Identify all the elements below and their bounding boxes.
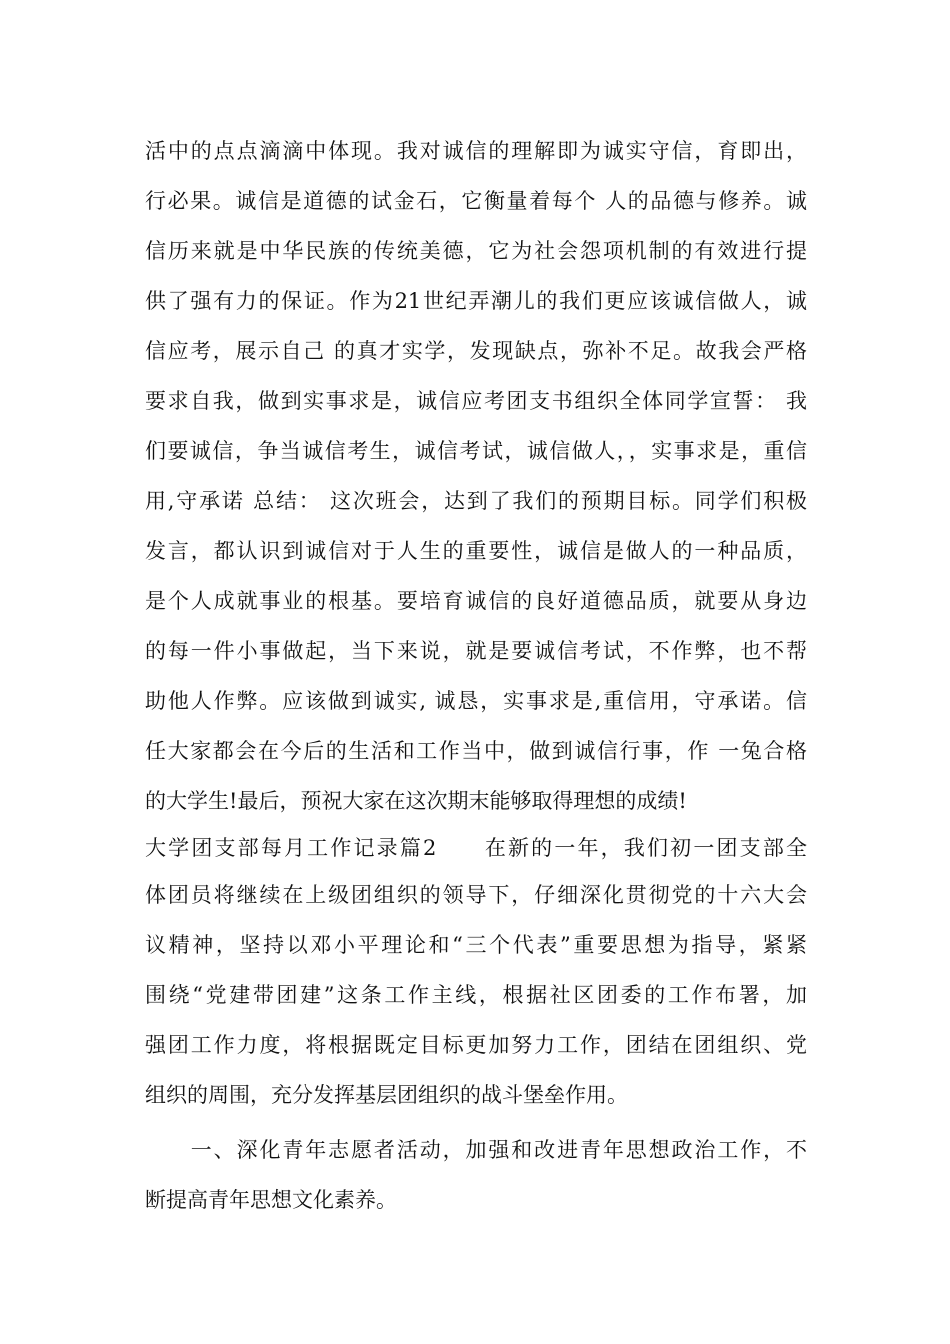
text-line: 活中的点点滴滴中体现。我对诚信的理解即为诚实守信，育即出，: [145, 139, 807, 163]
text-line: 发言，都认识到诚信对于人生的重要性，诚信是做人的一种品质，: [145, 539, 807, 563]
text-line: 是个人成就事业的根基。要培育诚信的良好道德品质，就要从身边: [145, 589, 807, 613]
text-line: 的每一件小事做起，当下来说，就是要诚信考试，不作弊，也不帮: [145, 639, 807, 663]
section-heading-line: 大学团支部每月工作记录篇2 在新的一年，我们初一团支部全: [145, 836, 807, 860]
text-line: 的大学生!最后，预祝大家在这次期末能够取得理想的成绩!: [145, 789, 687, 813]
text-line: 组织的周围，充分发挥基层团组织的战斗堡垒作用。: [145, 1083, 628, 1107]
text-line: 信应考，展示自己 的真才实学，发现缺点，弥补不足。故我会严格: [145, 339, 807, 363]
text-line: 断提高青年思想文化素养。: [145, 1188, 397, 1212]
text-line: 议精神，坚持以邓小平理论和“三个代表”重要思想为指导，紧紧: [145, 933, 807, 957]
text-line: 围绕“党建带团建”这条工作主线，根据社区团委的工作布署，加: [145, 983, 807, 1007]
text-line: 助他人作弊。应该做到诚实, 诚恳，实事求是,重信用，守承诺。信: [145, 689, 807, 713]
text-line: 供了强有力的保证。作为21世纪弄潮儿的我们更应该诚信做人，诚: [145, 289, 807, 313]
text-line: 要求自我，做到实事求是，诚信应考团支书组织全体同学宣誓： 我: [145, 389, 807, 413]
text-line: 行必果。诚信是道德的试金石，它衡量着每个 人的品德与修养。诚: [145, 189, 807, 213]
text-line: 任大家都会在今后的生活和工作当中，做到诚信行事，作 一兔合格: [145, 739, 807, 763]
text-line: 用,守承诺 总结： 这次班会，达到了我们的预期目标。同学们积极: [145, 489, 807, 513]
text-line: 体团员将继续在上级团组织的领导下，仔细深化贯彻党的十六大会: [145, 883, 807, 907]
text-line: 们要诚信，争当诚信考生，诚信考试，诚信做人，，实事求是，重信: [145, 439, 807, 463]
text-line: 信历来就是中华民族的传统美德，它为社会怨项机制的有效进行提: [145, 239, 807, 263]
text-line: 一、深化青年志愿者活动，加强和改进青年思想政治工作，不: [145, 1138, 807, 1162]
text-line: 强团工作力度，将根据既定目标更加努力工作，团结在团组织、党: [145, 1033, 807, 1057]
